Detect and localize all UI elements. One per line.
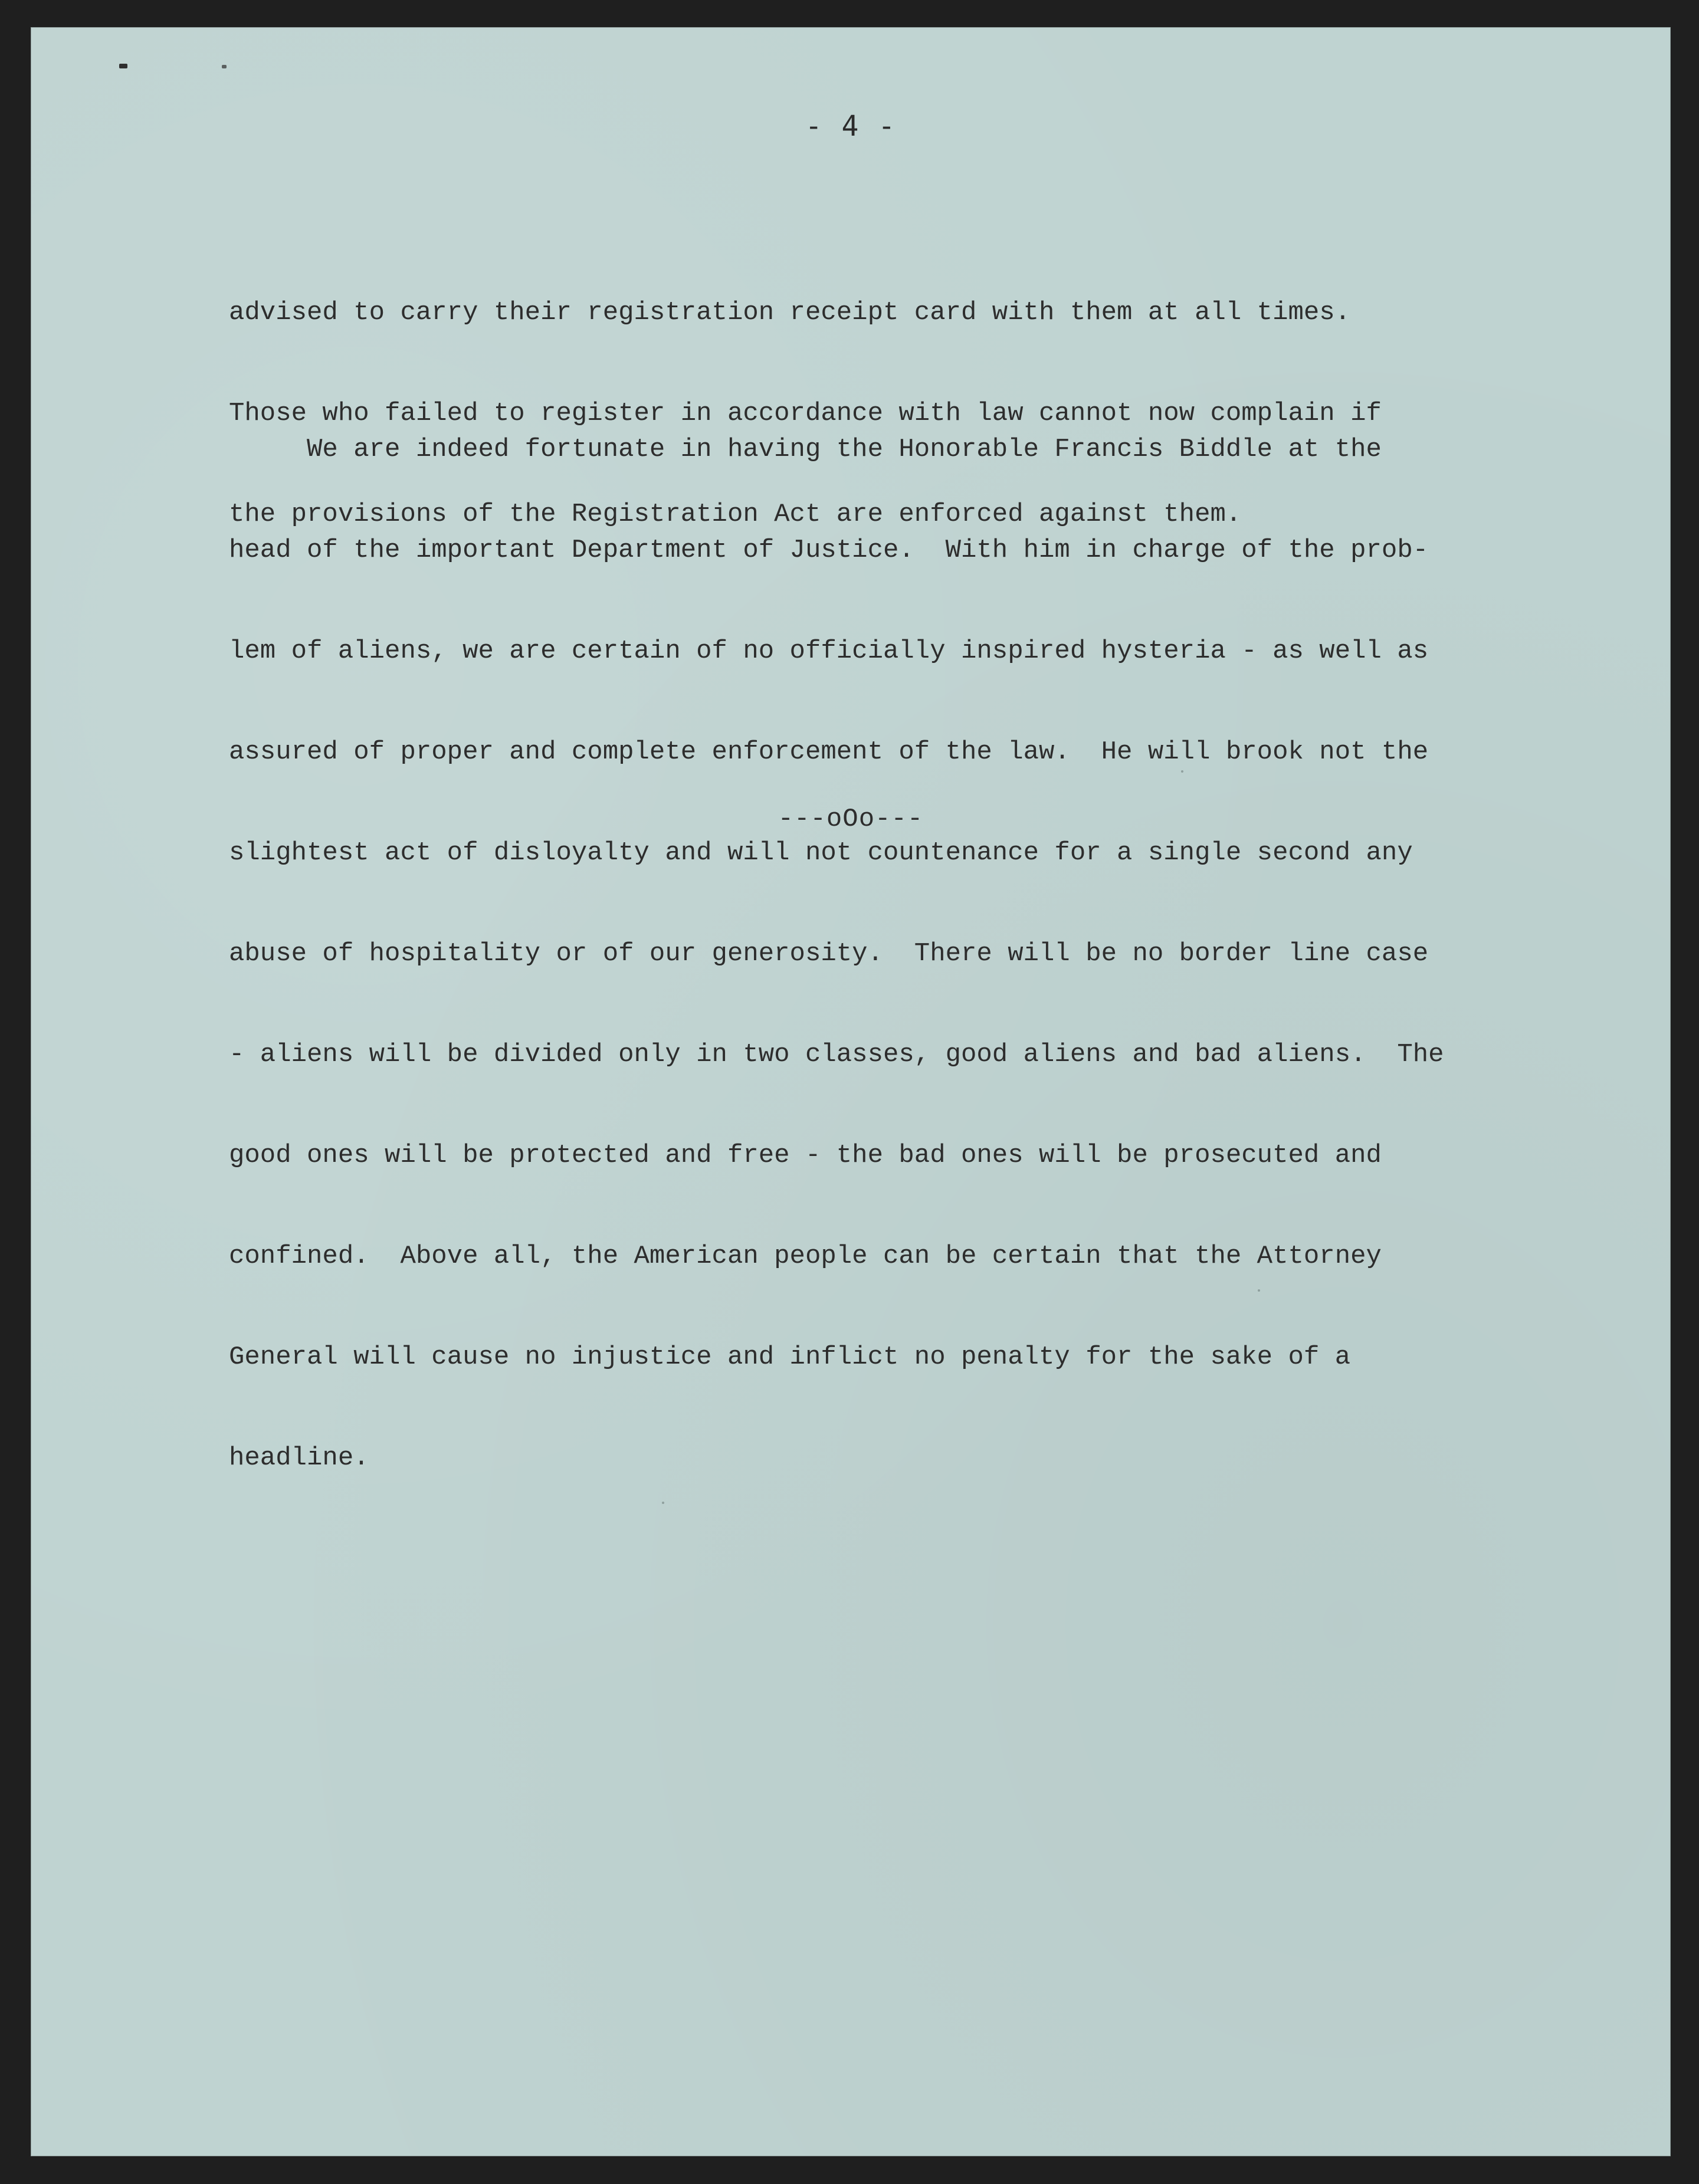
paragraph-line: Those who failed to register in accordance with law cannot now complain if	[229, 399, 1382, 428]
paragraph-line: good ones will be protected and free - the bad ones will be prosecuted and	[229, 1141, 1382, 1170]
document-page	[31, 27, 1671, 2156]
paragraph-line: abuse of hospitality or of our generosity. There will be no border line case	[229, 939, 1429, 968]
ink-mark	[222, 65, 227, 68]
end-mark: ---oOo---	[778, 804, 924, 834]
paragraph-line: advised to carry their registration receipt card with them at all times.	[229, 298, 1351, 327]
paragraph-line: slightest act of disloyalty and will not countenance for a single second any	[229, 838, 1413, 868]
paragraph-line: the provisions of the Registration Act are enforced against them.	[229, 500, 1242, 529]
paper-speck	[1181, 770, 1183, 773]
paragraph-line: confined. Above all, the American people can be certain that the Attorney	[229, 1242, 1382, 1271]
paragraph-line: We are indeed fortunate in having the Honorable Francis Biddle at the	[229, 435, 1382, 464]
paragraph-line: - aliens will be divided only in two classes, good aliens and bad aliens. The	[229, 1040, 1444, 1069]
paragraph-line: lem of aliens, we are certain of no officially inspired hysteria - as well as	[229, 636, 1429, 666]
paper-speck	[1258, 1289, 1260, 1292]
paper-speck	[662, 1502, 664, 1504]
page-number: - 4 -	[805, 110, 897, 143]
paragraph-line: assured of proper and complete enforcement of the law. He will brook not the	[229, 737, 1429, 767]
paragraph-line: headline.	[229, 1443, 369, 1473]
ink-mark	[119, 64, 127, 68]
paragraph-line: head of the important Department of Justice. With him in charge of the prob-	[229, 536, 1429, 565]
paragraph-2	[229, 366, 1444, 1542]
paragraph-line: General will cause no injustice and inflict no penalty for the sake of a	[229, 1342, 1351, 1372]
